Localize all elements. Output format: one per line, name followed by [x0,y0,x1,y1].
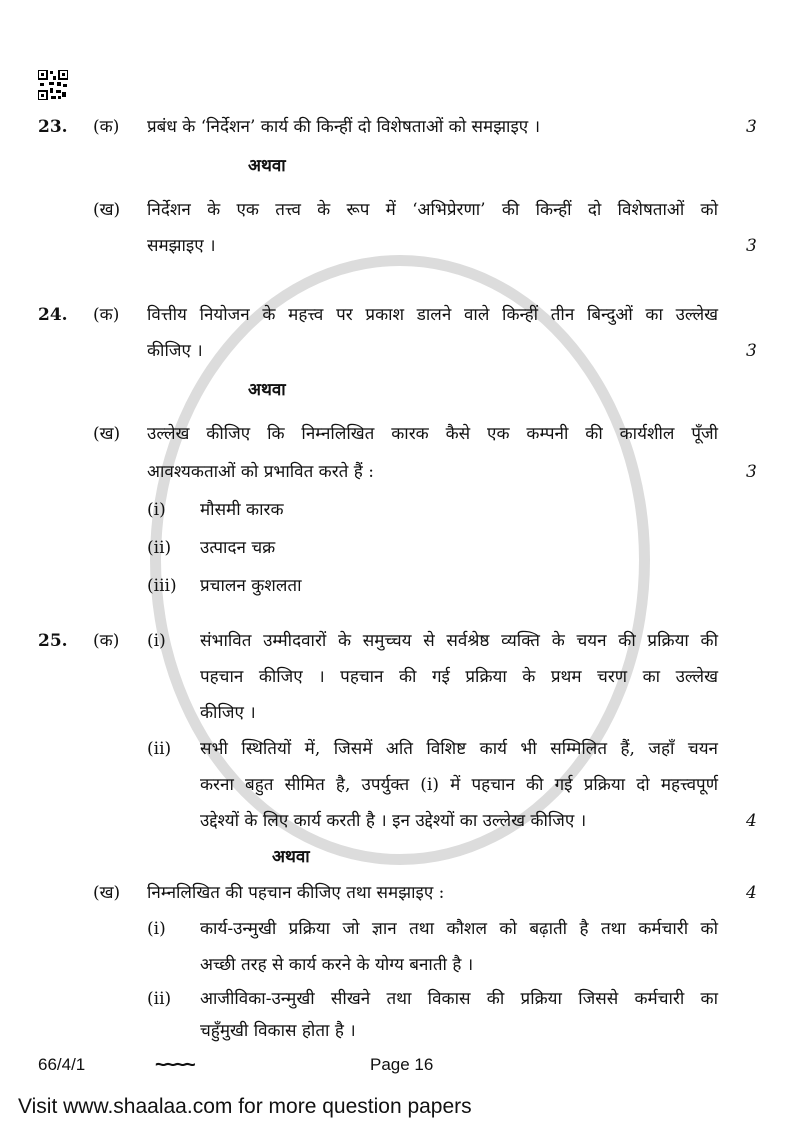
question-text: आजीविका-उन्मुखी सीखने तथा विकास की प्रक्रिया जिससे कर्मचारी का [200,989,718,1009]
or-separator: अथवा [248,156,286,176]
part-label: (क) [93,631,120,651]
question-row [38,109,762,145]
page-footer [38,1053,762,1077]
list-item: उत्पादन चक्र [200,538,276,558]
marks: 4 [746,883,757,903]
question-text: निर्देशन के एक तत्त्व के रूप में ‘अभिप्रेरणा’ की किन्हीं दो विशेषताओं को [147,200,718,220]
sub-label: (ii) [147,989,172,1009]
question-text: अच्छी तरह से कार्य करने के योग्य बनाती है । [200,955,474,975]
marks: 3 [746,236,757,256]
question-text: करना बहुत सीमित है, उपर्युक्त (i) में पहचान की गई प्रक्रिया दो महत्त्वपूर्ण [200,775,718,795]
sub-label: (i) [147,631,166,651]
sub-label: (i) [147,919,166,939]
sub-label: (i) [147,500,166,520]
question-text: आवश्यकताओं को प्रभावित करते हैं : [147,462,374,482]
question-text: वित्तीय नियोजन के महत्त्व पर प्रकाश डालने वाले किन्हीं तीन बिन्दुओं का उल्लेख [147,305,718,325]
question-number: 23. [38,117,68,137]
part-label: (क) [93,305,120,325]
question-text: संभावित उम्मीदवारों के समुच्चय से सर्वश्रेष्ठ व्यक्ति के चयन की प्रक्रिया की [200,631,718,651]
question-text: कार्य-उन्मुखी प्रक्रिया जो ज्ञान तथा कौशल को बढ़ाती है तथा कर्मचारी को [200,919,718,939]
sub-label: (ii) [147,739,172,759]
or-separator: अथवा [272,847,310,867]
part-label: (ख) [93,883,121,903]
wave-ornament: ~~~~ [155,1054,194,1076]
page-number: Page 16 [370,1055,434,1074]
part-label: (ख) [93,424,121,444]
part-label: (क) [93,117,120,137]
list-item: प्रचालन कुशलता [200,576,302,596]
marks: 3 [746,341,757,361]
visit-link[interactable]: Visit www.shaalaa.com for more question papers [18,1095,472,1118]
question-text: कीजिए । [147,341,203,361]
question-number: 24. [38,305,68,325]
question-text: कीजिए । [200,703,256,723]
question-text: सभी स्थितियों में, जिसमें अति विशिष्ट कार्य भी सम्मिलित हैं, जहाँ चयन [200,739,718,759]
question-text: चहुँमुखी विकास होता है । [200,1021,356,1041]
marks: 3 [746,117,757,137]
question-text: उद्देश्यों के लिए कार्य करती है । इन उद्देश्यों का उल्लेख कीजिए । [200,811,587,831]
question-content [18,0,762,1121]
question-text: समझाइए । [147,236,216,256]
or-separator: अथवा [248,380,286,400]
paper-code: 66/4/1 [38,1055,86,1074]
part-label: (ख) [93,200,121,220]
question-text: प्रबंध के ‘निर्देशन’ कार्य की किन्हीं दो विशेषताओं को समझाइए । [147,117,541,137]
question-text: निम्नलिखित की पहचान कीजिए तथा समझाइए : [147,883,445,903]
sub-label: (iii) [147,576,177,596]
question-text: पहचान कीजिए । पहचान की गई प्रक्रिया के प्रथम चरण का उल्लेख [200,667,718,687]
list-item: मौसमी कारक [200,500,284,520]
marks: 4 [746,811,757,831]
question-text: उल्लेख कीजिए कि निम्नलिखित कारक कैसे एक कम्पनी की कार्यशील पूँजी [147,424,718,444]
sub-label: (ii) [147,538,172,558]
question-number: 25. [38,631,68,651]
marks: 3 [746,462,757,482]
